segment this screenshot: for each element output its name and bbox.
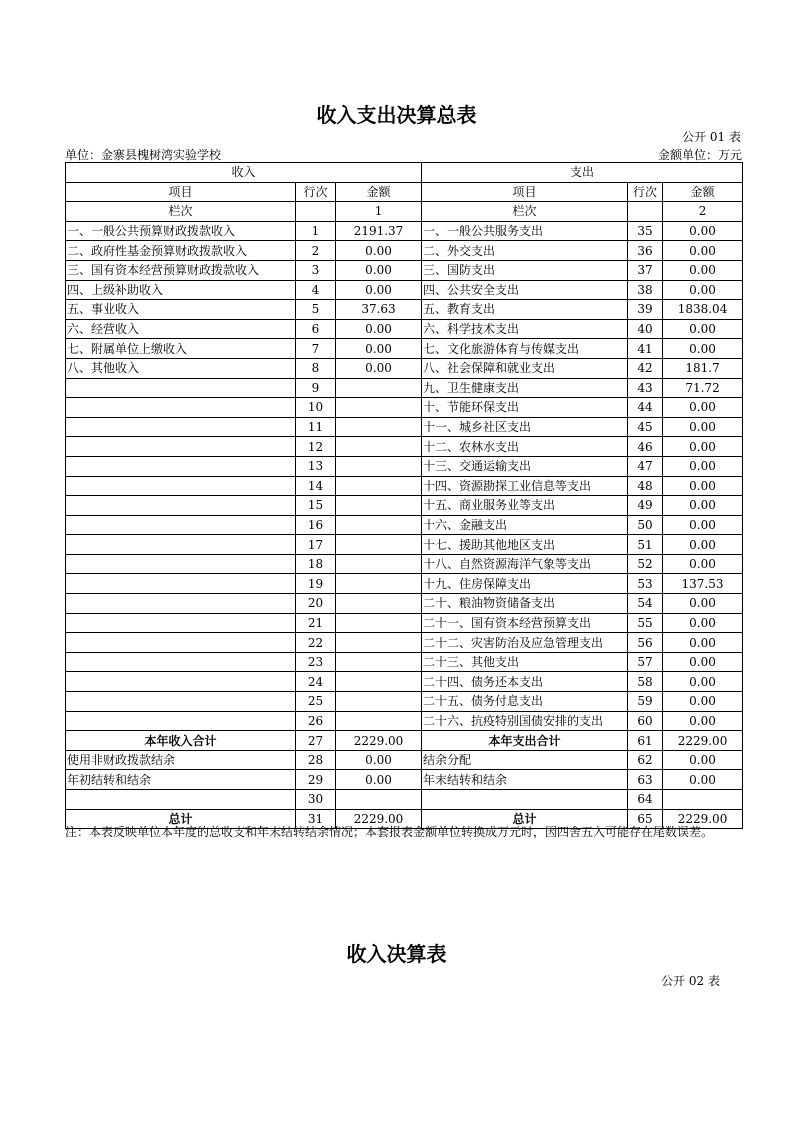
item-cell: 二十三、其他支出 (422, 652, 628, 672)
item-cell (66, 711, 296, 731)
amount-cell (336, 535, 422, 555)
amount-cell: 37.63 (336, 300, 422, 320)
line-cell: 10 (296, 398, 336, 418)
line-cell: 14 (296, 476, 336, 496)
amount-cell: 0.00 (336, 260, 422, 280)
section-header-row (66, 163, 743, 183)
line-cell: 38 (628, 280, 663, 300)
item-cell: 二十五、债务付息支出 (422, 692, 628, 712)
amount-cell: 0.00 (663, 770, 743, 790)
line-cell: 65 (628, 809, 663, 829)
amount-cell: 0.00 (336, 319, 422, 339)
table-row (66, 692, 743, 712)
item-cell (66, 515, 296, 535)
amount-cell: 0.00 (336, 750, 422, 770)
amount-cell: 0.00 (663, 241, 743, 261)
amount-cell (336, 378, 422, 398)
grand-expense-total-label: 总计 (422, 809, 628, 829)
line-cell: 20 (296, 594, 336, 614)
amount-cell (336, 496, 422, 516)
item-cell: 六、科学技术支出 (422, 319, 628, 339)
amount-cell (336, 594, 422, 614)
amount-cell: 0.00 (336, 339, 422, 359)
expense-header: 支出 (422, 163, 743, 183)
item-cell: 十二、农林水支出 (422, 437, 628, 457)
amount-cell: 0.00 (663, 260, 743, 280)
item-cell (66, 496, 296, 516)
data-rows (66, 221, 743, 730)
amount-cell: 1838.04 (663, 300, 743, 320)
line-cell: 31 (296, 809, 336, 829)
line-cell: 30 (296, 790, 336, 810)
table-row (66, 339, 743, 359)
amount-cell: 0.00 (663, 554, 743, 574)
amount-cell: 0.00 (336, 280, 422, 300)
item-cell: 三、国防支出 (422, 260, 628, 280)
item-cell (66, 554, 296, 574)
table-row (66, 300, 743, 320)
amount-cell: 2229.00 (663, 809, 743, 829)
item-cell: 四、上级补助收入 (66, 280, 296, 300)
line-cell: 51 (628, 535, 663, 555)
amount-cell (336, 417, 422, 437)
amount-cell (336, 476, 422, 496)
item-cell: 四、公共安全支出 (422, 280, 628, 300)
amount-cell (336, 790, 422, 810)
line-cell: 63 (628, 770, 663, 790)
amount-cell (663, 790, 743, 810)
item-cell (66, 594, 296, 614)
footnote: 注：本表反映单位本年度的总收支和年末结转结余情况；本套报表金额单位转换成万元时，因四舍五入可能存在尾数误差。 (65, 825, 714, 839)
amount-cell: 2229.00 (336, 731, 422, 751)
line-cell: 28 (296, 750, 336, 770)
line-cell: 54 (628, 594, 663, 614)
year-income-total-label: 本年收入合计 (66, 731, 296, 751)
amount-cell: 0.00 (663, 398, 743, 418)
table-row (66, 241, 743, 261)
item-cell: 八、社会保障和就业支出 (422, 358, 628, 378)
table-row (66, 437, 743, 457)
blank-cell (296, 202, 336, 222)
line-cell: 29 (296, 770, 336, 790)
item-cell: 五、事业收入 (66, 300, 296, 320)
amount-cell (336, 437, 422, 457)
income-column-label: 栏次 (66, 202, 296, 222)
item-cell: 使用非财政拨款结余 (66, 750, 296, 770)
line-cell: 1 (296, 221, 336, 241)
grand-income-total-label: 总计 (66, 809, 296, 829)
page-title: 收入支出决算总表 (316, 103, 477, 127)
amount-cell: 2229.00 (336, 809, 422, 829)
item-cell (66, 378, 296, 398)
line-cell: 64 (628, 790, 663, 810)
amount-cell: 0.00 (663, 672, 743, 692)
line-cell: 46 (628, 437, 663, 457)
line-cell: 47 (628, 456, 663, 476)
line-cell: 42 (628, 358, 663, 378)
expense-amount-header: 金额 (663, 182, 743, 202)
item-cell: 九、卫生健康支出 (422, 378, 628, 398)
line-cell: 23 (296, 652, 336, 672)
table-row (66, 319, 743, 339)
expense-item-header: 项目 (422, 182, 628, 202)
line-cell: 50 (628, 515, 663, 535)
column-header-row (66, 182, 743, 202)
amount-cell: 71.72 (663, 378, 743, 398)
income-item-header: 项目 (66, 182, 296, 202)
unit-line (65, 146, 742, 163)
amount-cell: 0.00 (663, 750, 743, 770)
line-cell: 56 (628, 633, 663, 653)
table-row (66, 711, 743, 731)
amount-cell: 0.00 (336, 770, 422, 790)
item-cell (66, 456, 296, 476)
line-cell: 19 (296, 574, 336, 594)
table-row (66, 574, 743, 594)
line-cell: 17 (296, 535, 336, 555)
item-cell: 二、外交支出 (422, 241, 628, 261)
item-cell: 十三、交通运输支出 (422, 456, 628, 476)
blank-cell (628, 202, 663, 222)
amount-cell (336, 652, 422, 672)
second-form-number: 公开 02 表 (661, 974, 720, 988)
table-row (66, 378, 743, 398)
amount-cell: 0.00 (663, 692, 743, 712)
expense-column-number: 2 (663, 202, 743, 222)
item-cell (66, 790, 296, 810)
line-cell: 40 (628, 319, 663, 339)
line-cell: 44 (628, 398, 663, 418)
table-row (66, 476, 743, 496)
form-number: 公开 01 表 (682, 130, 741, 144)
item-cell: 十七、援助其他地区支出 (422, 535, 628, 555)
item-cell: 年末结转和结余 (422, 770, 628, 790)
line-cell: 60 (628, 711, 663, 731)
income-header: 收入 (66, 163, 422, 183)
table-row (66, 594, 743, 614)
item-cell: 七、文化旅游体育与传媒支出 (422, 339, 628, 359)
amount-cell (336, 711, 422, 731)
line-cell: 53 (628, 574, 663, 594)
item-cell (66, 613, 296, 633)
amount-cell: 0.00 (663, 280, 743, 300)
line-cell: 9 (296, 378, 336, 398)
item-cell: 十四、资源勘探工业信息等支出 (422, 476, 628, 496)
line-cell: 36 (628, 241, 663, 261)
amount-cell (336, 515, 422, 535)
item-cell: 年初结转和结余 (66, 770, 296, 790)
amount-cell (336, 633, 422, 653)
line-cell: 25 (296, 692, 336, 712)
line-cell: 7 (296, 339, 336, 359)
year-expense-total-label: 本年支出合计 (422, 731, 628, 751)
item-cell: 一、一般公共预算财政拨款收入 (66, 221, 296, 241)
column-number-row (66, 202, 743, 222)
line-cell: 12 (296, 437, 336, 457)
item-cell: 六、经营收入 (66, 319, 296, 339)
item-cell: 十八、自然资源海洋气象等支出 (422, 554, 628, 574)
amount-cell: 0.00 (663, 496, 743, 516)
amount-cell: 0.00 (663, 319, 743, 339)
amount-cell: 0.00 (663, 515, 743, 535)
line-cell: 55 (628, 613, 663, 633)
summary-table (65, 162, 743, 829)
item-cell (66, 398, 296, 418)
amount-cell (336, 574, 422, 594)
table-row (66, 554, 743, 574)
item-cell (66, 672, 296, 692)
year-total-row (66, 731, 743, 751)
amount-cell: 0.00 (663, 652, 743, 672)
unit-name: 单位：金寨县槐树湾实验学校 (65, 148, 222, 162)
line-cell: 15 (296, 496, 336, 516)
line-cell: 52 (628, 554, 663, 574)
item-cell: 五、教育支出 (422, 300, 628, 320)
line-cell: 57 (628, 652, 663, 672)
line-cell: 21 (296, 613, 336, 633)
second-page-title: 收入决算表 (346, 942, 447, 966)
item-cell: 七、附属单位上缴收入 (66, 339, 296, 359)
table-row (66, 496, 743, 516)
line-cell: 8 (296, 358, 336, 378)
table-row (66, 221, 743, 241)
amount-cell (336, 692, 422, 712)
item-cell: 二十四、债务还本支出 (422, 672, 628, 692)
line-cell: 35 (628, 221, 663, 241)
income-line-header: 行次 (296, 182, 336, 202)
amount-cell: 0.00 (663, 594, 743, 614)
amount-cell: 2229.00 (663, 731, 743, 751)
expense-column-label: 栏次 (422, 202, 628, 222)
line-cell: 27 (296, 731, 336, 751)
amount-cell: 0.00 (663, 456, 743, 476)
amount-cell: 181.7 (663, 358, 743, 378)
item-cell: 十九、住房保障支出 (422, 574, 628, 594)
table-row (66, 280, 743, 300)
line-cell: 58 (628, 672, 663, 692)
amount-cell: 0.00 (663, 417, 743, 437)
item-cell (66, 652, 296, 672)
amount-cell (336, 398, 422, 418)
item-cell: 十、节能环保支出 (422, 398, 628, 418)
amount-cell: 0.00 (336, 241, 422, 261)
amount-cell: 137.53 (663, 574, 743, 594)
item-cell (66, 692, 296, 712)
line-cell: 26 (296, 711, 336, 731)
line-cell: 16 (296, 515, 336, 535)
item-cell (66, 476, 296, 496)
item-cell: 二十六、抗疫特别国债安排的支出 (422, 711, 628, 731)
income-column-number: 1 (336, 202, 422, 222)
line-cell: 41 (628, 339, 663, 359)
amount-cell: 0.00 (663, 711, 743, 731)
table-row (66, 750, 743, 770)
item-cell (66, 437, 296, 457)
item-cell (66, 633, 296, 653)
amount-cell: 0.00 (663, 221, 743, 241)
item-cell: 二十一、国有资本经营预算支出 (422, 613, 628, 633)
item-cell (66, 417, 296, 437)
currency-unit: 金额单位：万元 (657, 148, 742, 162)
item-cell (422, 790, 628, 810)
item-cell (66, 535, 296, 555)
line-cell: 18 (296, 554, 336, 574)
amount-cell: 0.00 (663, 437, 743, 457)
item-cell: 十一、城乡社区支出 (422, 417, 628, 437)
amount-cell (336, 613, 422, 633)
line-cell: 49 (628, 496, 663, 516)
item-cell: 八、其他收入 (66, 358, 296, 378)
line-cell: 6 (296, 319, 336, 339)
line-cell: 48 (628, 476, 663, 496)
table-row (66, 613, 743, 633)
item-cell (66, 574, 296, 594)
line-cell: 62 (628, 750, 663, 770)
line-cell: 45 (628, 417, 663, 437)
line-cell: 2 (296, 241, 336, 261)
income-amount-header: 金额 (336, 182, 422, 202)
item-cell: 一、一般公共服务支出 (422, 221, 628, 241)
item-cell: 结余分配 (422, 750, 628, 770)
item-cell: 二十二、灾害防治及应急管理支出 (422, 633, 628, 653)
line-cell: 5 (296, 300, 336, 320)
table-row (66, 456, 743, 476)
amount-cell: 0.00 (663, 613, 743, 633)
table-row (66, 358, 743, 378)
line-cell: 43 (628, 378, 663, 398)
line-cell: 22 (296, 633, 336, 653)
line-cell: 61 (628, 731, 663, 751)
amount-cell: 0.00 (663, 476, 743, 496)
table-row (66, 417, 743, 437)
amount-cell: 0.00 (336, 358, 422, 378)
item-cell: 二十、粮油物资储备支出 (422, 594, 628, 614)
item-cell: 二、政府性基金预算财政拨款收入 (66, 241, 296, 261)
line-cell: 59 (628, 692, 663, 712)
table-row (66, 535, 743, 555)
amount-cell (336, 672, 422, 692)
amount-cell: 0.00 (663, 633, 743, 653)
amount-cell: 2191.37 (336, 221, 422, 241)
line-cell: 4 (296, 280, 336, 300)
amount-cell: 0.00 (663, 535, 743, 555)
line-cell: 37 (628, 260, 663, 280)
item-cell: 十六、金融支出 (422, 515, 628, 535)
line-cell: 24 (296, 672, 336, 692)
line-cell: 13 (296, 456, 336, 476)
table-row (66, 633, 743, 653)
amount-cell: 0.00 (663, 339, 743, 359)
table-row (66, 260, 743, 280)
table-row (66, 672, 743, 692)
line-cell: 3 (296, 260, 336, 280)
table-row (66, 770, 743, 790)
expense-line-header: 行次 (628, 182, 663, 202)
item-cell: 三、国有资本经营预算财政拨款收入 (66, 260, 296, 280)
line-cell: 39 (628, 300, 663, 320)
table-row (66, 790, 743, 810)
amount-cell (336, 456, 422, 476)
table-row (66, 652, 743, 672)
line-cell: 11 (296, 417, 336, 437)
item-cell: 十五、商业服务业等支出 (422, 496, 628, 516)
table-row (66, 515, 743, 535)
amount-cell (336, 554, 422, 574)
table-row (66, 398, 743, 418)
